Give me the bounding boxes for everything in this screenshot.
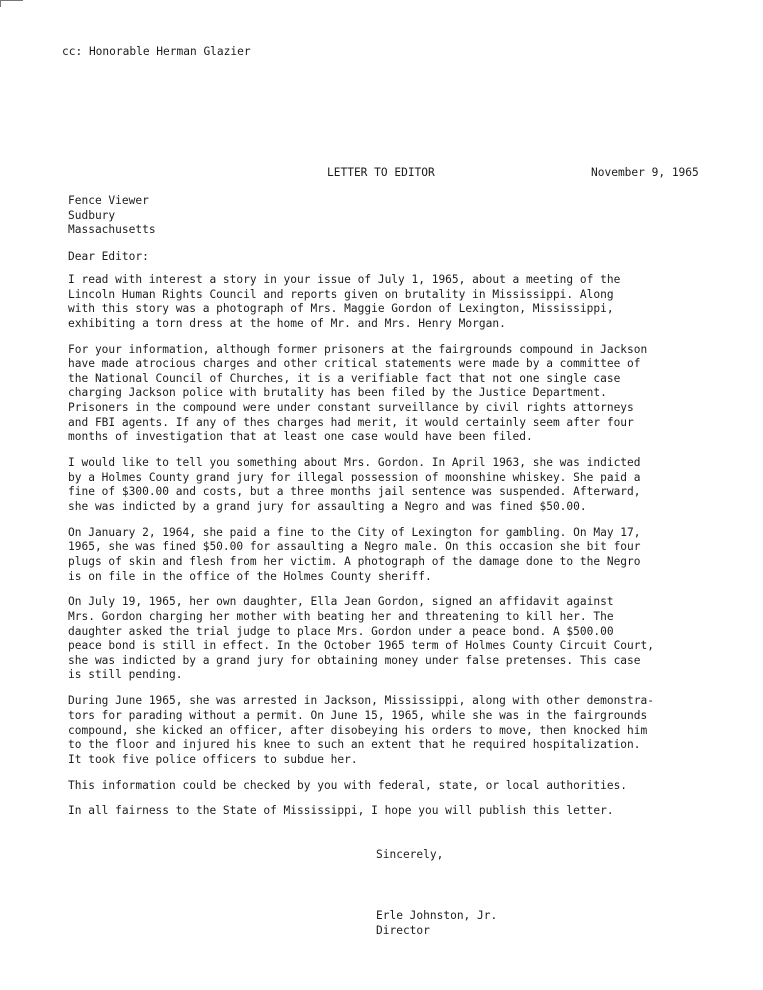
body-paragraph: On January 2, 1964, she paid a fine to the City of Lexington for gambling. On May 17, 1965, she was fined $50.00 for assaulting a Negro male. On this occasion she bit four plugs of skin and flesh from her victim. A photograph of the damage done to the Negro is on file in the office of the Holmes County sheriff. xyxy=(68,525,641,583)
body-paragraph: I read with interest a story in your issue of July 1, 1965, about a meeting of the Lincoln Human Rights Council and reports given on brutality in Mississippi. Along with this story was a photograph of Mrs. Maggie Gordon of Lexington, Mississippi, exhibiting a torn dress at the home of Mr. and Mrs. Henry Morgan. xyxy=(68,273,621,330)
address-line: Massachusetts xyxy=(68,223,156,237)
letter-date: November 9, 1965 xyxy=(591,166,699,179)
cc-line: cc: Honorable Herman Glazier xyxy=(62,45,251,58)
address-line: Fence Viewer xyxy=(68,194,149,207)
signature-block xyxy=(376,909,497,938)
body-paragraph: During June 1965, she was arrested in Jackson, Mississippi, along with other demonstra- tors for parading without a permit. On June 15, 1965, while she was in the fairgrounds compound, she kicked an officer, after disobeying his orders to move, then knocked him to the floor and injured his knee to such an extent that he required hospitalization. It took five police officers to subdue her. xyxy=(68,694,654,766)
address-line: Sudbury xyxy=(68,208,116,222)
page-corner-mark xyxy=(0,0,23,7)
body-paragraph: For your information, although former prisoners at the fairgrounds compound in Jackson have made atrocious charges and other critical statements were made by a committee of the National Council of Churches, it is a verifiable fact that not one single case charging Jackson police with brutality has been filed by the Justice Department. Prisoners in the compound were under constant surveillance by civil rights attorneys and FBI agents. If any of thes charges had merit, it would certainly seem after four months of investigation that at least one case would have been filed. xyxy=(68,342,648,444)
letter-body xyxy=(68,273,728,830)
signer-title: Director xyxy=(376,923,430,937)
closing: Sincerely, xyxy=(376,848,444,861)
body-paragraph: On July 19, 1965, her own daughter, Ella Jean Gordon, signed an affidavit against Mrs. Gordon charging her mother with beating her and threatening to kill her. The daughter asked the trial judge to place Mrs. Gordon under a peace bond. A $500.00 peace bond is still in effect. In the October 1965 term of Holmes County Circuit Court, she was indicted by a grand jury for obtaining money under false pretenses. This case is still pending. xyxy=(68,595,654,682)
body-paragraph: I would like to tell you something about Mrs. Gordon. In April 1963, she was indicted by a Holmes County grand jury for illegal possession of moonshine whiskey. She paid a fine of $300.00 and costs, but a three months jail sentence was suspended. Afterward, she was indicted by a grand jury for assaulting a Negro and was fined $50.00. xyxy=(68,456,641,513)
body-paragraph: In all fairness to the State of Mississippi, I hope you will publish this letter. xyxy=(68,804,614,818)
recipient-address xyxy=(68,194,156,238)
body-paragraph: This information could be checked by you with federal, state, or local authorities. xyxy=(68,778,628,792)
signer-name: Erle Johnston, Jr. xyxy=(376,909,498,922)
letter-title: LETTER TO EDITOR xyxy=(327,166,435,179)
salutation: Dear Editor: xyxy=(68,250,149,263)
